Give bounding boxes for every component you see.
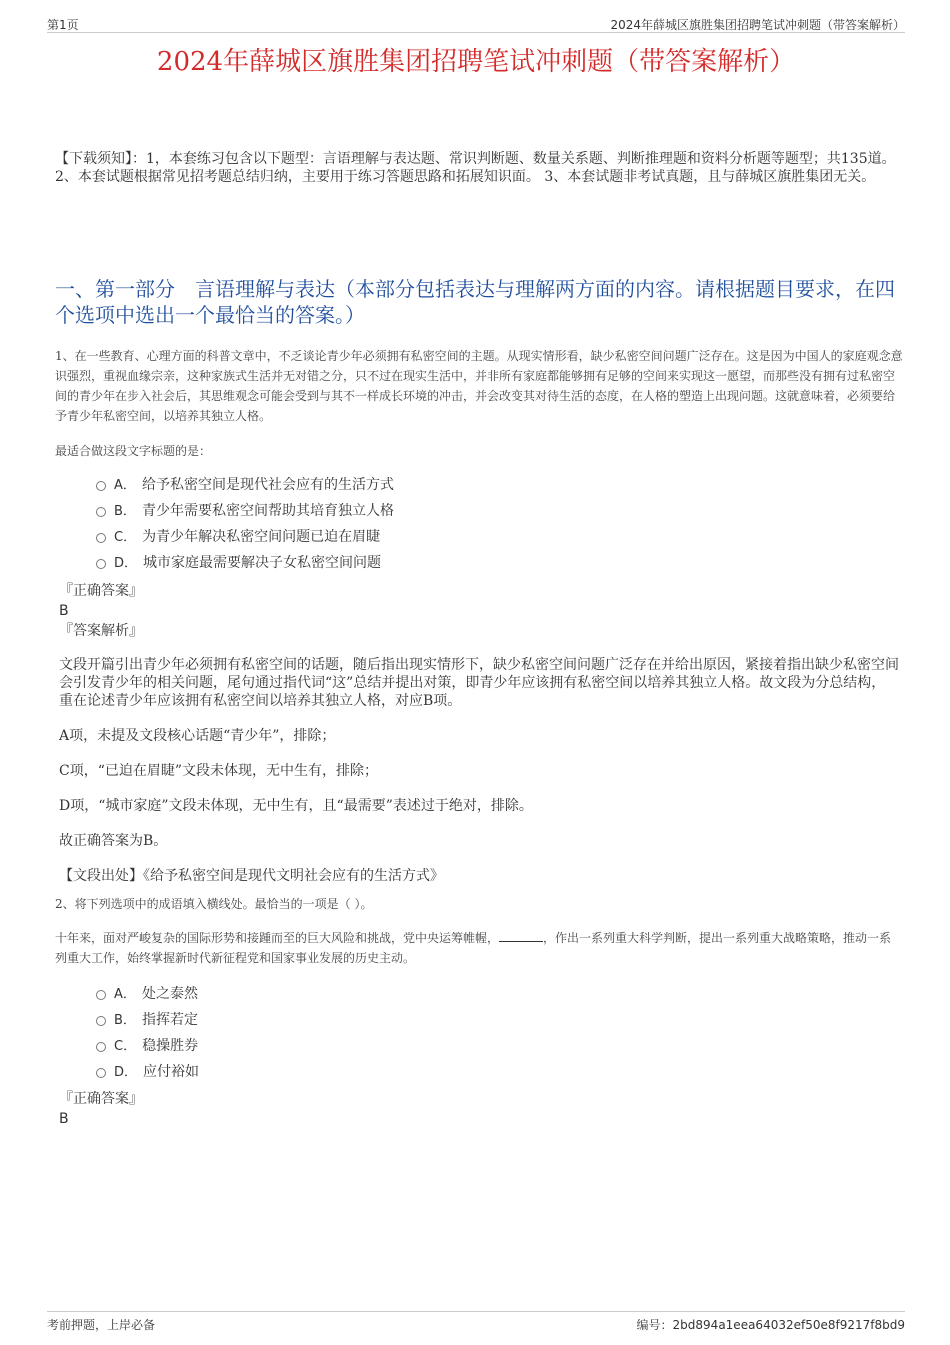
radio-button-icon[interactable] <box>96 507 106 517</box>
radio-button-icon[interactable] <box>96 533 106 543</box>
option-text: 应付裕如 <box>143 1064 200 1080</box>
download-notice: 【下载须知】：1，本套练习包含以下题型：言语理解与表达题、常识判断题、数量关系题、判断推理题和资料分析题等题型；共135道。 2、本套试题根据常见招考题总结归纳，主要用于练习答题思路和拓展知识面。 3、本套试题非考试真题，且与薛城区旗胜集团无关。 <box>55 151 896 185</box>
radio-button-icon[interactable] <box>96 481 106 491</box>
option-text: 处之泰然 <box>142 986 198 1002</box>
question-1-analysis <box>59 656 899 885</box>
page-footer <box>47 1311 905 1332</box>
option-text: 青少年需要私密空间帮助其培育独立人格 <box>142 503 394 519</box>
radio-button-icon[interactable] <box>96 1068 106 1078</box>
option-text: 稳操胜券 <box>142 1038 199 1054</box>
question-2-option-c[interactable] <box>96 1033 796 1059</box>
radio-button-icon[interactable] <box>96 1016 106 1026</box>
question-2-prompt: 2、将下列选项中的成语填入横线处。最恰当的一项是（ ）。 <box>55 897 373 911</box>
page-number: 第1页 <box>47 18 79 32</box>
question-1-passage: 1、在一些教育、心理方面的科普文章中，不乏谈论青少年必须拥有私密空间的主题。从现实情形看，缺少私密空间问题广泛存在。这是因为中国人的家庭观念意识强烈，重视血缘宗亲，这种家族式生活并无对错之分，只不过在现实生活中，并非所有家庭都能够拥有足够的空间来实现这一愿望，而那些没有拥有过私密空间的青少年在步入社会后，其思维观念可能会受到与其不一样成长环境的冲击，并会改变其对待生活的态度，在人格的塑造上出现问题。这就意味着，必须要给予青少年私密空间，以培养其独立人格。 <box>55 349 903 423</box>
option-text: 城市家庭最需要解决子女私密空间问题 <box>143 555 382 571</box>
question-2-option-b[interactable] <box>96 1007 796 1033</box>
analysis-label: 『答案解析』 <box>59 623 143 639</box>
radio-button-icon[interactable] <box>96 990 106 1000</box>
document-title: 2024年薛城区旗胜集团招聘笔试冲刺题（带答案解析） <box>156 47 796 77</box>
option-letter: B． <box>114 1013 136 1028</box>
option-letter: D． <box>114 556 138 571</box>
question-1-option-b[interactable] <box>96 498 796 524</box>
question-2-option-d[interactable] <box>96 1059 796 1085</box>
document-code-value: 2bd894a1eea64032ef50e8f9217f8bd9 <box>672 1318 905 1332</box>
question-1-option-c[interactable] <box>96 524 796 550</box>
analysis-paragraph: D项，“城市家庭”文段未体现，无中生有，且“最需要”表述过于绝对，排除。 <box>59 798 533 814</box>
option-letter: B． <box>114 504 136 519</box>
question-2-answer <box>59 1089 899 1129</box>
option-letter: A． <box>114 987 136 1002</box>
passage-after-blank: ，作出一系列重大科学判断，提出一系列重大战略策略，推动一系列重大工作，始终掌握新时代新征程党和国家事业发展的历史主动。 <box>55 931 892 965</box>
radio-button-icon[interactable] <box>96 559 106 569</box>
option-letter: D． <box>114 1065 138 1080</box>
document-code-label: 编号： <box>636 1318 673 1332</box>
page-header <box>47 14 905 33</box>
question-1-option-d[interactable] <box>96 550 796 576</box>
question-2-options <box>96 981 796 1085</box>
passage-before-blank: 十年来，面对严峻复杂的国际形势和接踵而至的巨大风险和挑战，党中央运筹帷幄， <box>55 931 500 945</box>
document-code <box>637 1316 905 1333</box>
correct-answer-value: B <box>59 603 69 619</box>
option-letter: C． <box>114 530 137 545</box>
analysis-paragraph: C项，“已迫在眉睫”文段未体现，无中生有，排除； <box>59 763 379 779</box>
option-text: 为青少年解决私密空间问题已迫在眉睫 <box>142 529 381 545</box>
header-doc-name: 2024年薛城区旗胜集团招聘笔试冲刺题（带答案解析） <box>610 18 905 32</box>
question-1-options <box>96 472 796 576</box>
correct-answer-label: 『正确答案』 <box>59 583 143 599</box>
correct-answer-value: B <box>59 1111 69 1127</box>
text-source: 【文段出处】《给予私密空间是现代文明社会应有的生活方式》 <box>59 868 444 884</box>
fill-blank <box>499 929 543 942</box>
question-2-option-a[interactable] <box>96 981 796 1007</box>
question-1-prompt: 最适合做这段文字标题的是： <box>55 444 212 458</box>
option-letter: C． <box>114 1039 137 1054</box>
question-2-passage <box>55 928 903 968</box>
analysis-paragraph: 故正确答案为B。 <box>59 833 168 849</box>
analysis-paragraph: A项，未提及文段核心话题“青少年”，排除； <box>59 728 336 744</box>
option-text: 给予私密空间是现代社会应有的生活方式 <box>142 477 394 493</box>
footer-slogan: 考前押题，上岸必备 <box>47 1318 156 1332</box>
question-1-option-a[interactable] <box>96 472 796 498</box>
question-1-answer <box>59 581 899 641</box>
analysis-paragraph: 文段开篇引出青少年必须拥有私密空间的话题，随后指出现实情形下，缺少私密空间问题广泛存在并给出原因，紧接着指出缺少私密空间会引发青少年的相关问题，尾句通过指代词“这”总结并提出对策，即青少年应该拥有私密空间以培养其独立人格。故文段为分总结构，重在论述青少年应该拥有私密空间以培养其独立人格，对应B项。 <box>59 657 899 709</box>
correct-answer-label: 『正确答案』 <box>59 1091 143 1107</box>
radio-button-icon[interactable] <box>96 1042 106 1052</box>
section-title: 一、第一部分 言语理解与表达（本部分包括表达与理解两方面的内容。请根据题目要求，在四个选项中选出一个最恰当的答案。） <box>55 277 895 327</box>
option-letter: A． <box>114 478 136 493</box>
option-text: 指挥若定 <box>142 1012 198 1028</box>
